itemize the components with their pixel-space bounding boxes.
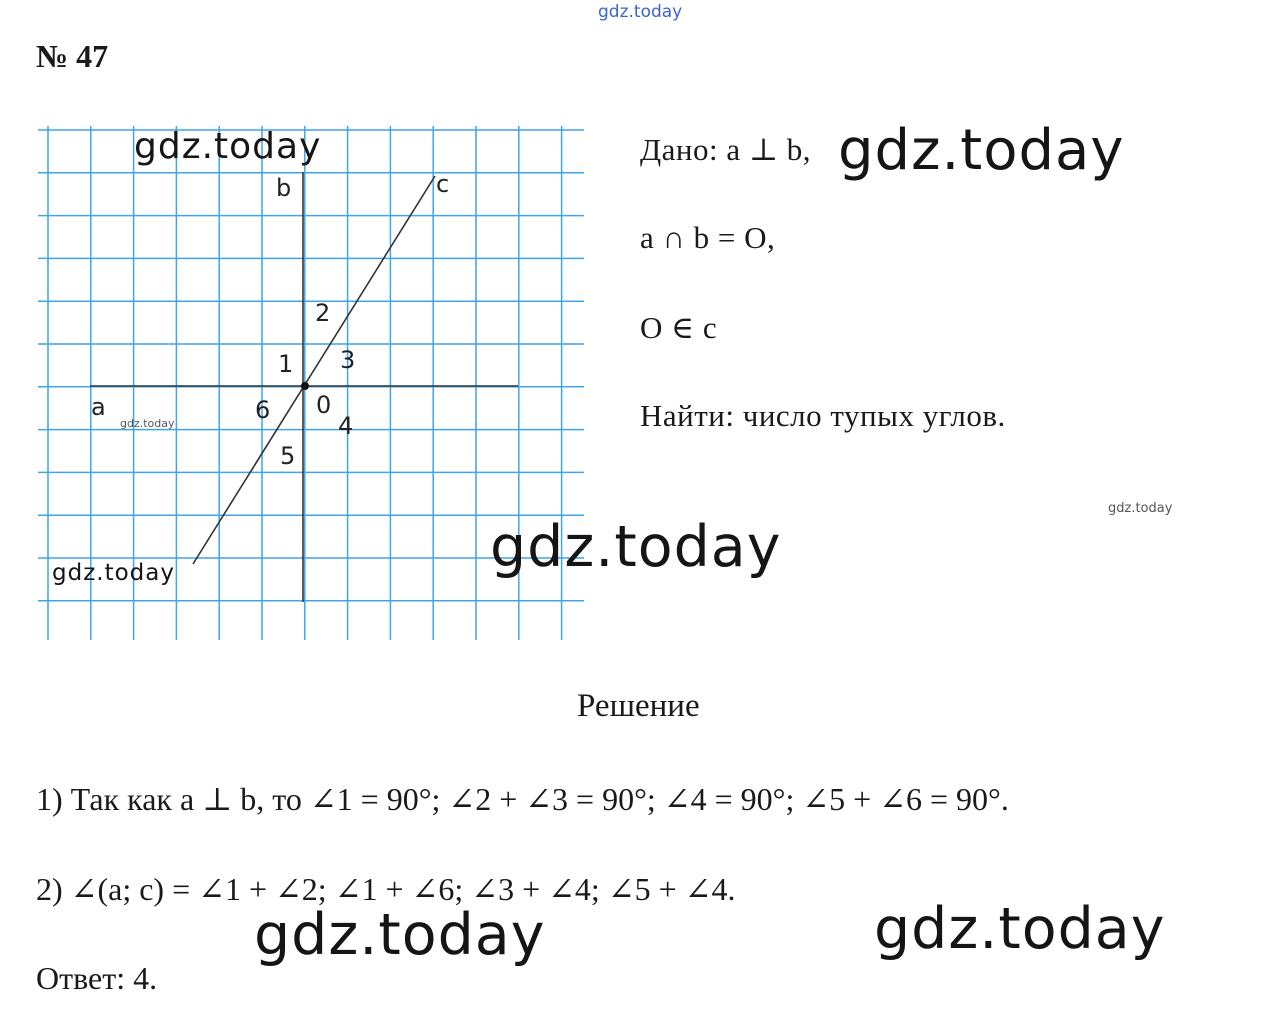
watermark-center-large: gdz.today <box>490 514 782 580</box>
watermark-grid-small: gdz.today <box>120 417 175 430</box>
line-label-b: b <box>276 174 292 202</box>
watermark-bottom-left: gdz.today <box>254 902 546 968</box>
given-line-2: a ∩ b = O, <box>640 220 776 255</box>
watermark-right-small: gdz.today <box>1108 501 1173 516</box>
find-line: Найти: число тупых углов. <box>640 398 1006 433</box>
given-line-1: Дано: a ⊥ b, <box>640 132 812 167</box>
angle-label-4: 4 <box>338 412 354 440</box>
angle-label-3: 3 <box>340 346 356 374</box>
watermark-top: gdz.today <box>598 2 683 22</box>
point-label-o: 0 <box>316 391 332 419</box>
angle-label-6: 6 <box>255 396 271 424</box>
solution-step-1: 1) Так как a ⊥ b, то ∠1 = 90°; ∠2 + ∠3 = 90°; ∠4 = 90°; ∠5 + ∠6 = 90°. <box>36 781 1009 817</box>
angle-label-5: 5 <box>280 442 296 470</box>
line-label-c: c <box>436 170 450 198</box>
angle-label-2: 2 <box>315 299 331 327</box>
line-label-a: a <box>91 393 106 421</box>
point-o <box>301 382 309 390</box>
watermark-grid-bottom: gdz.today <box>52 560 175 586</box>
problem-number: № 47 <box>36 38 109 74</box>
angle-label-1: 1 <box>278 350 294 378</box>
given-line-3: O ∈ c <box>640 310 718 345</box>
solution-title: Решение <box>577 688 700 724</box>
watermark-grid-top: gdz.today <box>134 126 322 167</box>
answer: Ответ: 4. <box>36 960 158 996</box>
watermark-bottom-right: gdz.today <box>874 896 1166 962</box>
watermark-right-large: gdz.today <box>838 118 1125 183</box>
solution-step-2: 2) ∠(a; c) = ∠1 + ∠2; ∠1 + ∠6; ∠3 + ∠4; ∠5 + ∠4. <box>36 871 736 907</box>
